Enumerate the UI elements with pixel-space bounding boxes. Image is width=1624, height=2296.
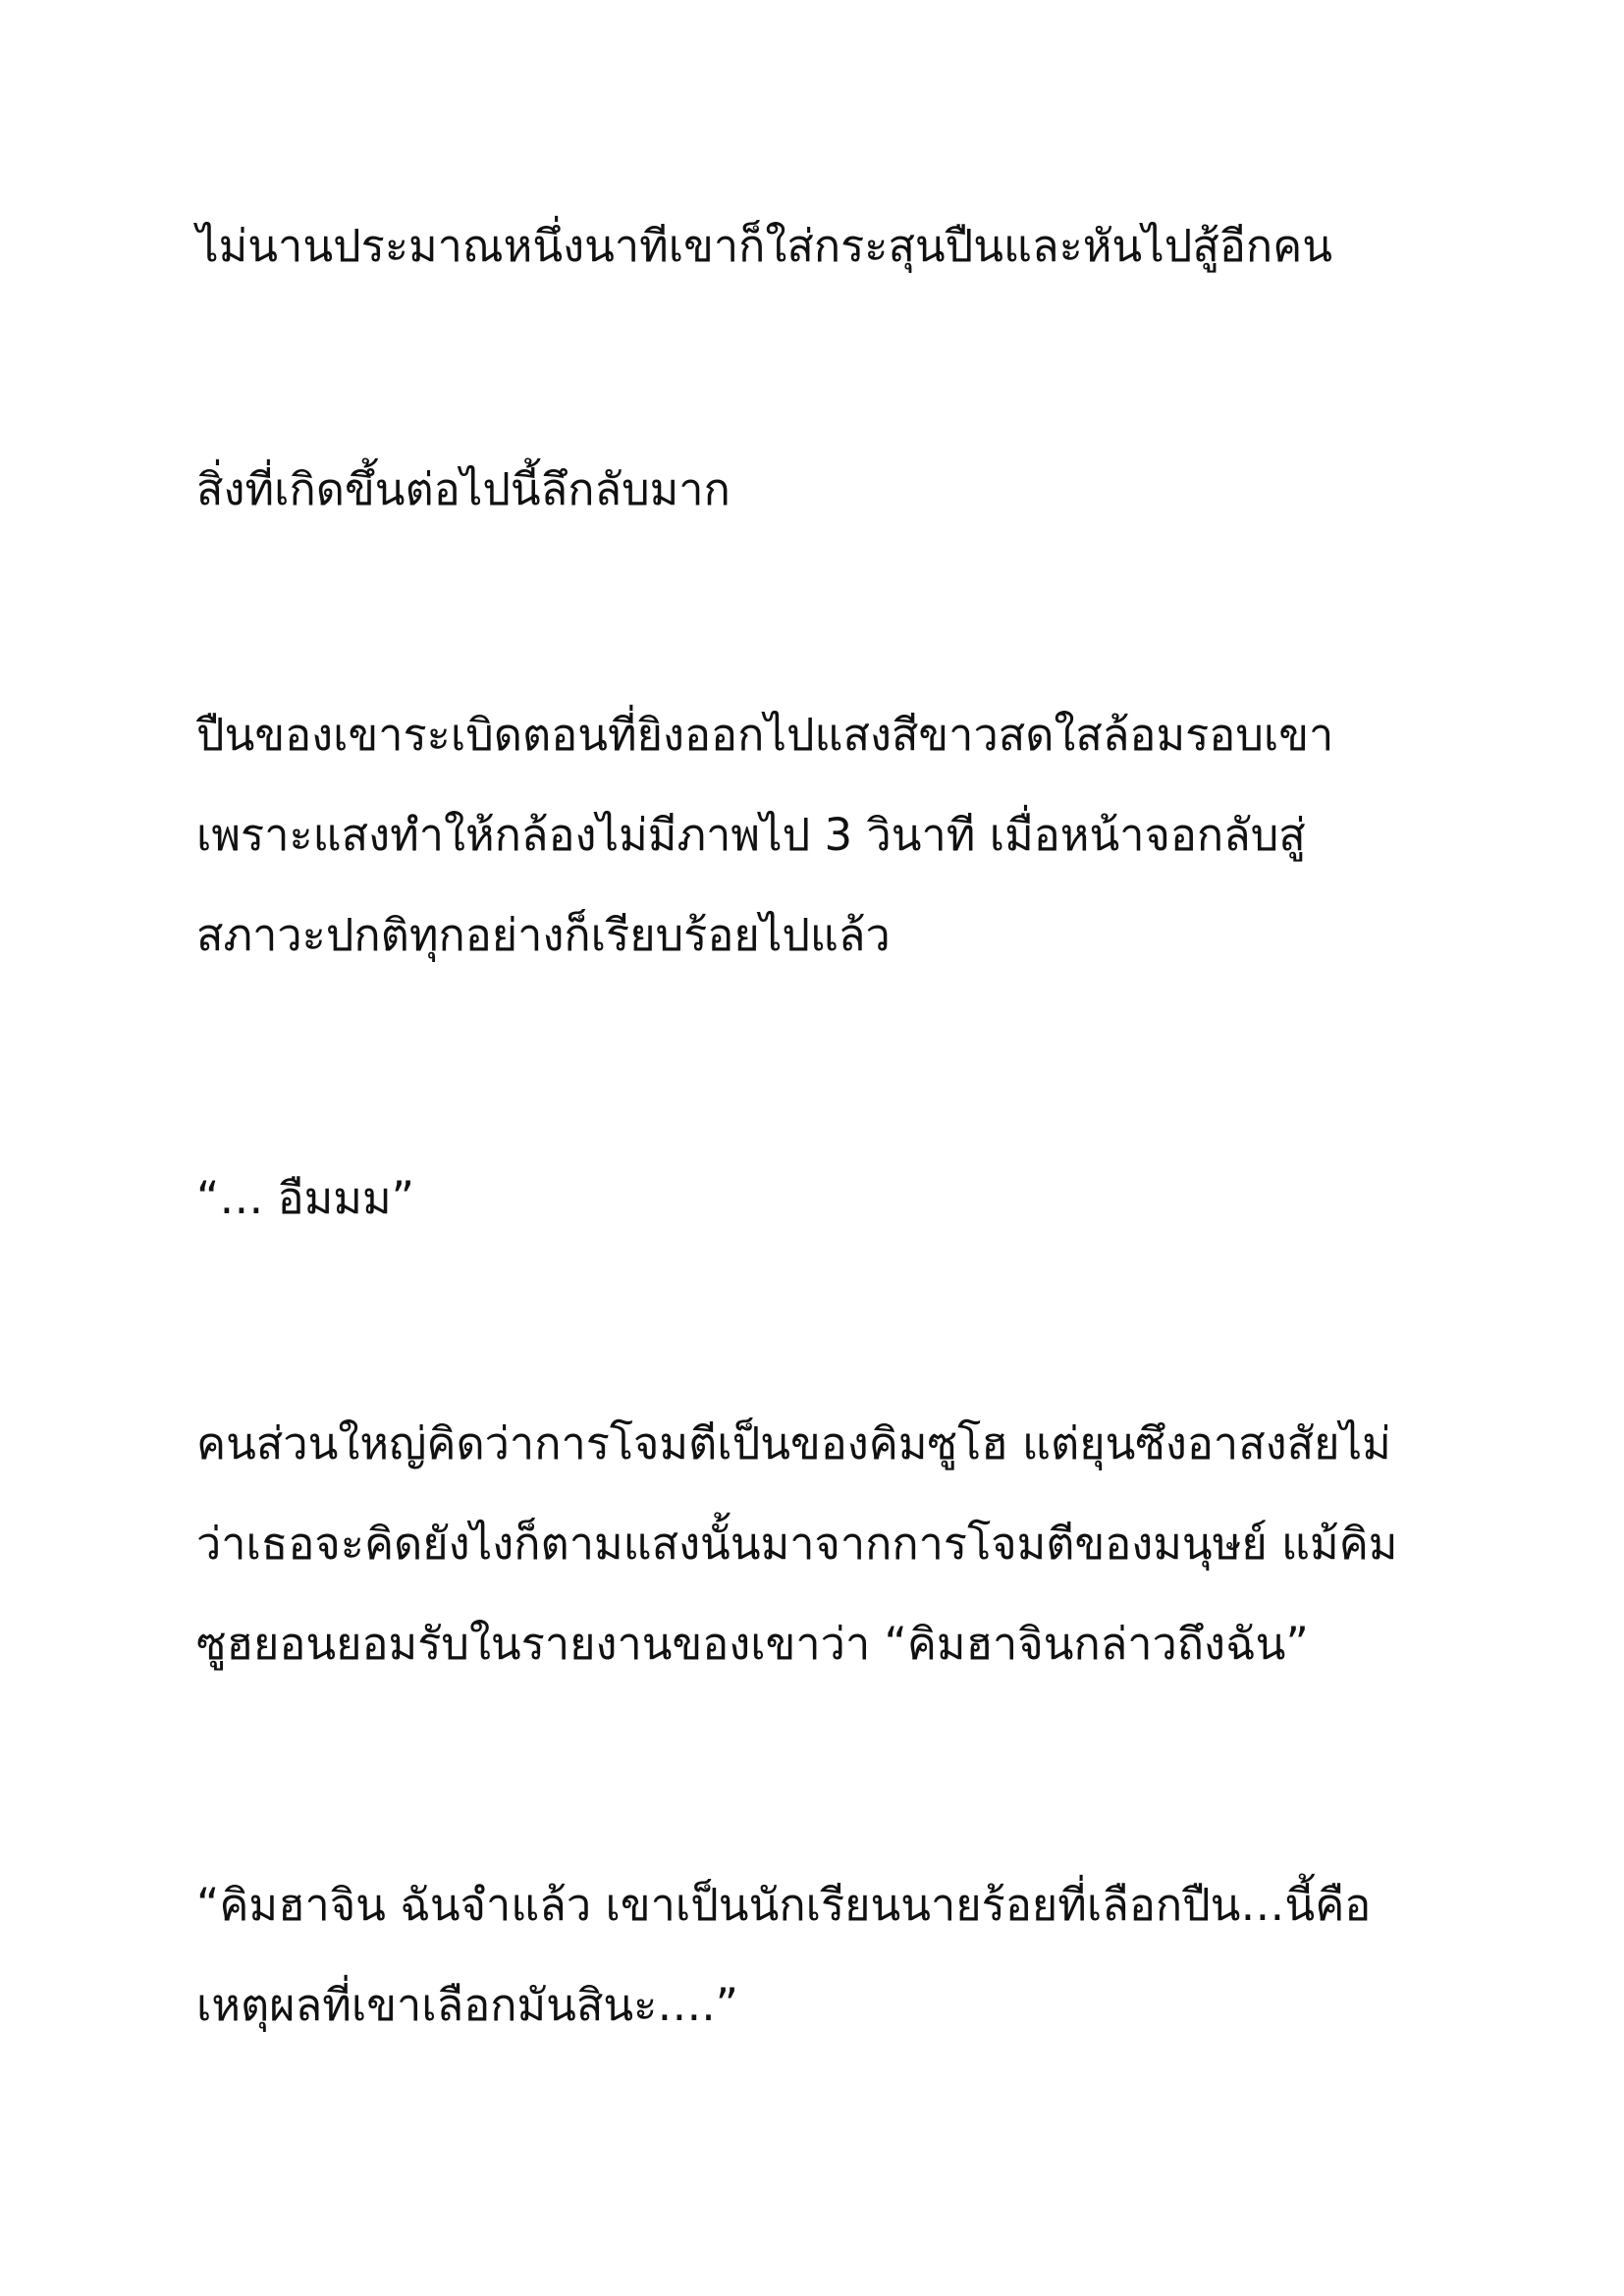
text-line: เพราะแสงทำให้กล้องไม่มีภาพไป 3 วินาที เมื่อหน้าจอกลับสู่ bbox=[196, 809, 1306, 861]
text-line: “คิมฮาจิน ฉันจำแล้ว เขาเป็นนักเรียนนายร้อยที่เลือกปืน…นี้คือ bbox=[196, 1879, 1372, 1931]
text-line: ปืนของเขาระเบิดตอนที่ยิงออกไปแสงสีขาวสดใสล้อมรอบเขา bbox=[196, 709, 1334, 761]
text-line: คนส่วนใหญ่คิดว่าการโจมตีเป็นของคิมซูโฮ แต่ยุนซึงอาสงสัยไม่ bbox=[196, 1417, 1391, 1469]
paragraph-4 bbox=[196, 1148, 1473, 1249]
text-line: เหตุผลที่เขาเลือกมันสินะ….” bbox=[196, 1979, 738, 2031]
paragraph-3 bbox=[196, 685, 1473, 986]
paragraph-2 bbox=[196, 440, 1473, 540]
text-line: สิ่งที่เกิดขึ้นต่อไปนี้ลึกลับมาก bbox=[196, 463, 731, 515]
paragraph-5 bbox=[196, 1394, 1473, 1694]
text-line: ไม่นานประมาณหนึ่งนาทีเขาก็ใส่กระสุนปืนและหันไปสู้อีกคน bbox=[196, 220, 1332, 272]
text-line: ว่าเธอจะคิดยังไงก็ตามแสงนั้นมาจากการโจมตีของมนุษย์ แม้คิม bbox=[196, 1518, 1398, 1570]
text-line: “… อืมมม” bbox=[196, 1172, 414, 1224]
paragraph-6 bbox=[196, 1855, 1473, 2056]
text-line: ซูฮยอนยอมรับในรายงานของเขาว่า “คิมฮาจินกล่าวถึงฉัน” bbox=[196, 1618, 1309, 1670]
paragraph-1 bbox=[196, 196, 1473, 296]
text-line: สภาวะปกติทุกอย่างก็เรียบร้อยไปแล้ว bbox=[196, 909, 891, 961]
